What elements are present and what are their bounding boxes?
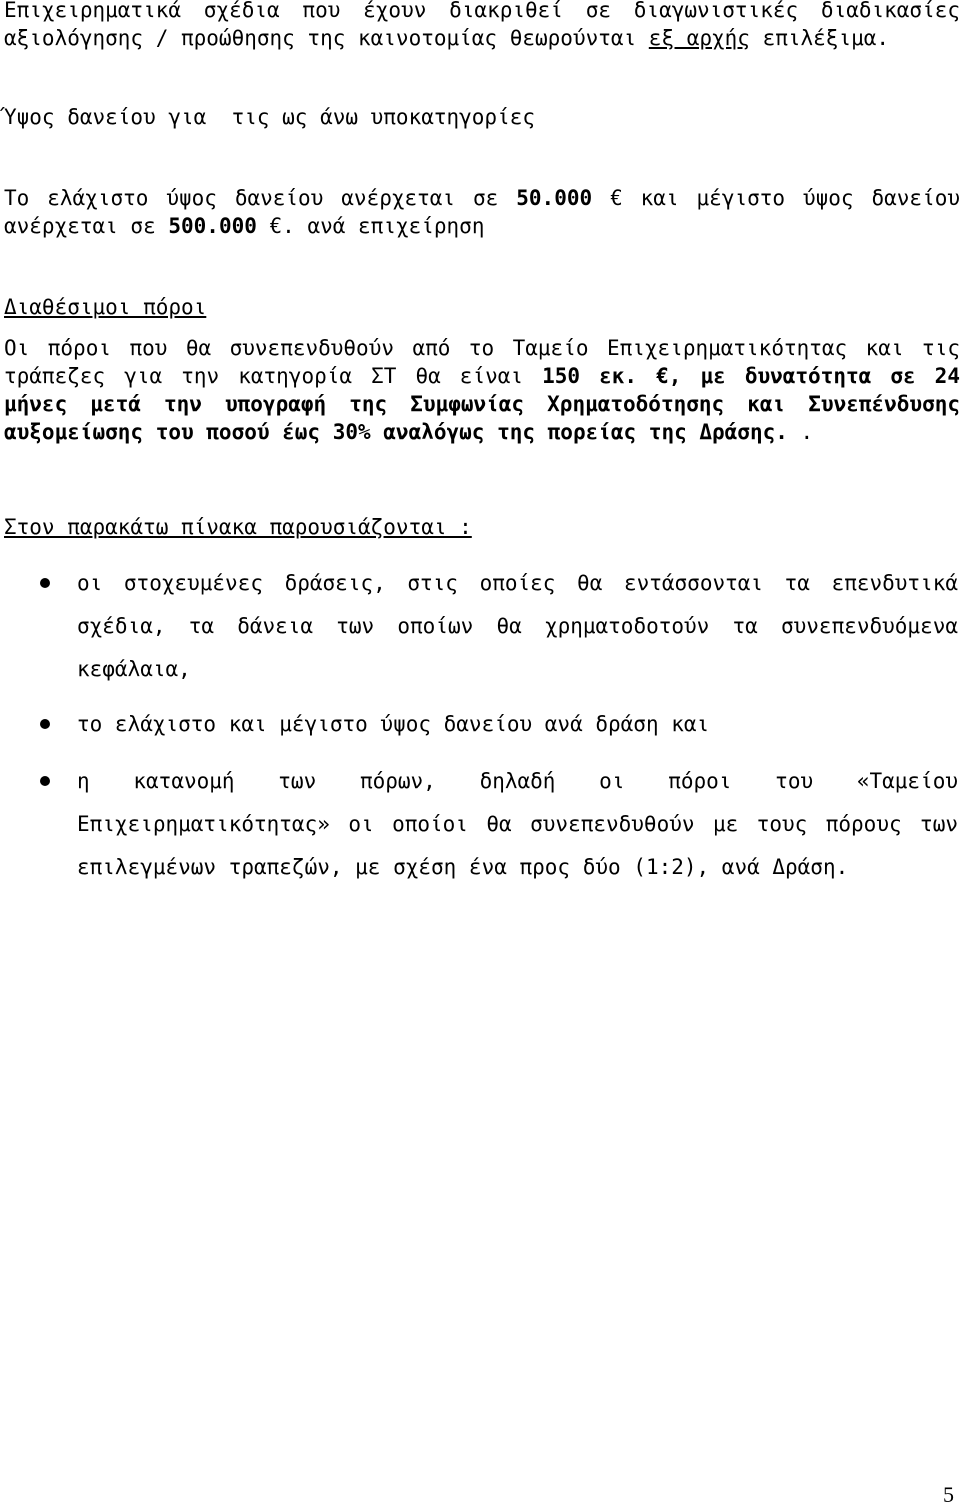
resources-line-1: Οι πόροι που θα συνεπενδυθούν από το Ταμείο Επιχειρηματικότητας και τις bbox=[4, 336, 960, 360]
page-number: 5 bbox=[943, 1482, 954, 1507]
loan-heading: Ύψος δανείου για τις ως άνω υποκατηγορίες bbox=[4, 105, 536, 129]
resources-amount: 150 εκ. bbox=[542, 364, 638, 388]
bullet-icon bbox=[40, 578, 50, 588]
underlined-phrase: εξ αρχής bbox=[648, 26, 750, 50]
bullet-1-line-3: κεφάλαια, bbox=[77, 657, 191, 681]
intro-line-2: αξιολόγησης / προώθησης της καινοτομίας θεωρούνται εξ αρχής επιλέξιμα. bbox=[4, 26, 890, 50]
loan-line-1: Το ελάχιστο ύψος δανείου ανέρχεται σε 50.000 € και μέγιστο ύψος δανείου bbox=[4, 186, 960, 210]
bullet-3-line-2: Επιχειρηματικότητας» οι οποίοι θα συνεπενδυθούν με τους πόρους των bbox=[77, 812, 958, 836]
resources-line-3: μήνες μετά την υπογραφή της Συμφωνίας Χρηματοδότησης και Συνεπένδυσης bbox=[4, 392, 960, 416]
resources-line-2: τράπεζες για την κατηγορία ΣΤ θα είναι 150 εκ. €, με δυνατότητα σε 24 bbox=[4, 364, 960, 388]
bullet-1-line-2: σχέδια, τα δάνεια των οποίων θα χρηματοδοτούν τα συνεπενδυόμενα bbox=[77, 614, 958, 638]
min-loan-amount: 50.000 bbox=[516, 186, 593, 210]
table-intro-heading: Στον παρακάτω πίνακα παρουσιάζονται : bbox=[4, 515, 472, 539]
intro-line-1: Επιχειρηματικά σχέδια που έχουν διακριθεί σε διαγωνιστικές διαδικασίες bbox=[4, 0, 960, 22]
bullet-1-line-1: οι στοχευμένες δράσεις, στις οποίες θα εντάσσονται τα επενδυτικά bbox=[77, 571, 958, 595]
loan-line-2: ανέρχεται σε 500.000 €. ανά επιχείρηση bbox=[4, 214, 485, 238]
bullet-3-line-1: η κατανομή των πόρων, δηλαδή οι πόροι του «Ταμείου bbox=[77, 769, 958, 793]
resources-heading: Διαθέσιμοι πόροι bbox=[4, 295, 207, 319]
bullet-icon bbox=[40, 776, 50, 786]
bullet-3-line-3: επιλεγμένων τραπεζών, με σχέση ένα προς δύο (1:2), ανά Δράση. bbox=[77, 855, 849, 879]
resources-line-4: αυξομείωσης του ποσού έως 30% αναλόγως της πορείας της Δράσης. . bbox=[4, 420, 814, 444]
max-loan-amount: 500.000 bbox=[168, 214, 257, 238]
bullet-icon bbox=[40, 719, 50, 729]
bullet-2-line-1: το ελάχιστο και μέγιστο ύψος δανείου ανά δράση και bbox=[77, 712, 710, 736]
